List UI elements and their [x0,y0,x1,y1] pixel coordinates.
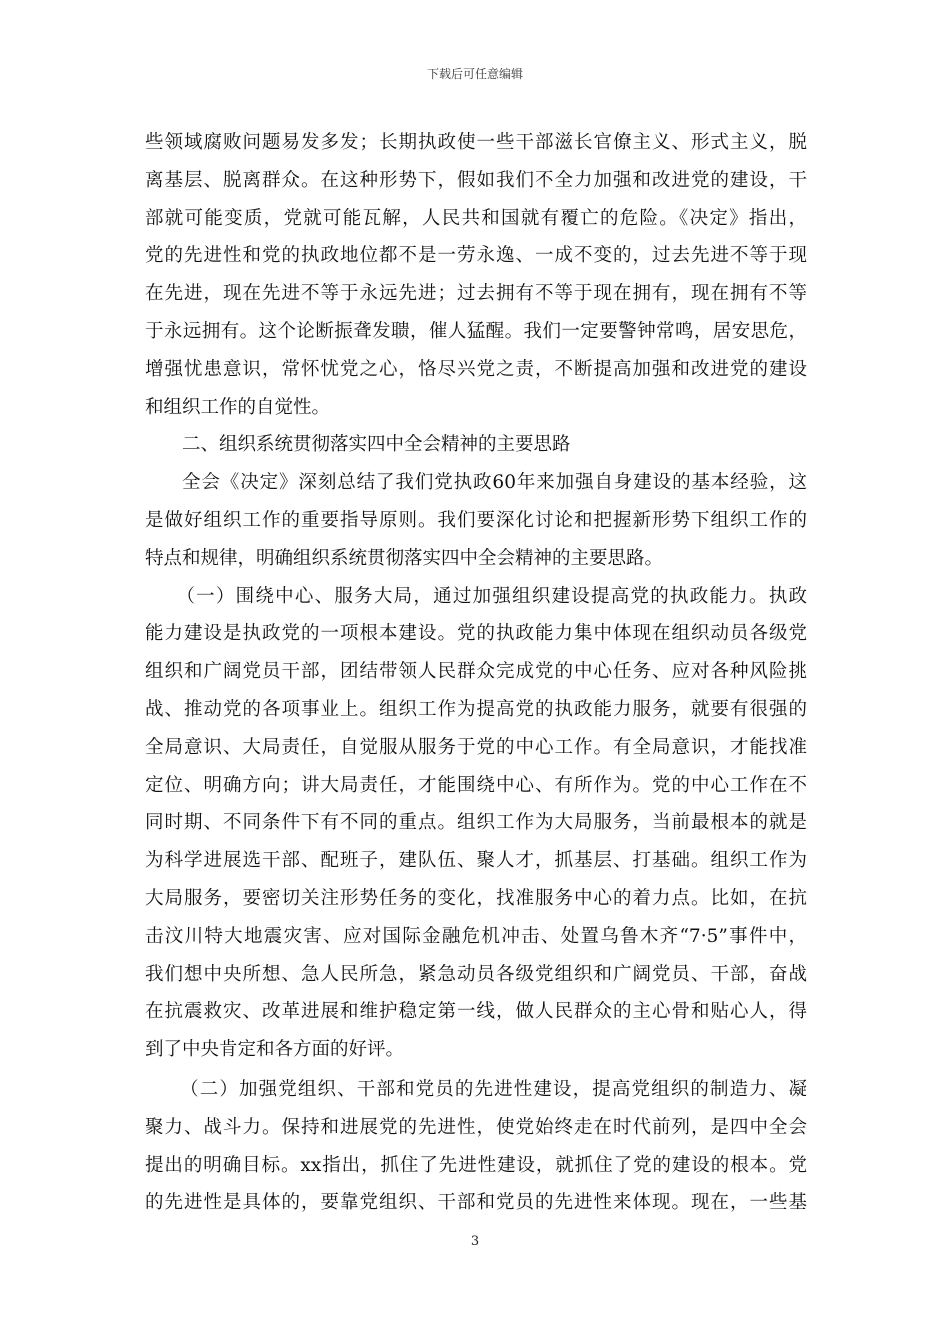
text-line: 全局意识、大局责任，自觉服从服务于党的中心工作。有全局意识，才能找准 [145,736,807,758]
text-line: 是做好组织工作的重要指导原则。我们要深化讨论和把握新形势下组织工作的 [145,509,807,531]
text-line: 离基层、脱离群众。在这种形势下，假如我们不全力加强和改进党的建设，干 [145,169,807,191]
paragraph [145,1071,807,1222]
text-line: 增强忧患意识，常怀忧党之心，恪尽兴党之责，不断提高加强和改进党的建设 [145,358,807,380]
paragraph [145,464,807,577]
paragraph [145,578,807,1069]
text-line: 击汶川特大地震灾害、应对国际金融危机冲击、处置乌鲁木齐“7·5”事件中， [145,925,807,947]
page-number: 3 [470,1234,480,1249]
page-header: 下载后可任意编辑 [426,67,523,81]
text-line: 大局服务，要密切关注形势任务的变化，找准服务中心的着力点。比如，在抗 [145,887,807,909]
text-line: 战、推动党的各项事业上。组织工作为提高党的执政能力服务，就要有很强的 [145,698,807,720]
text-line: 全会《决定》深刻总结了我们党执政60年来加强自身建设的基本经验，这 [182,472,807,494]
text-line: 在先进，现在先进不等于永远先进；过去拥有不等于现在拥有，现在拥有不等 [145,283,807,305]
text-line: 在抗震救灾、改革进展和维护稳定第一线，做人民群众的主心骨和贴心人，得 [145,1001,807,1023]
text-line: 能力建设是执政党的一项根本建设。党的执政能力集中体现在组织动员各级党 [145,623,807,645]
text-line: 聚力、战斗力。保持和进展党的先进性，使党始终走在时代前列，是四中全会 [145,1116,807,1138]
text-line: 于永远拥有。这个论断振聋发聩，催人猛醒。我们一定要警钟常鸣，居安思危， [145,320,807,342]
text-line: 二、组织系统贯彻落实四中全会精神的主要思路 [182,434,571,456]
text-line: （二）加强党组织、干部和党员的先进性建设，提高党组织的制造力、凝 [180,1078,807,1100]
text-line: 些领域腐败问题易发多发；长期执政使一些干部滋长官僚主义、形式主义，脱 [145,132,807,153]
text-line: 定位、明确方向；讲大局责任，才能围绕中心、有所作为。党的中心工作在不 [145,774,807,796]
text-line: 特点和规律，明确组织系统贯彻落实四中全会精神的主要思路。 [145,547,664,569]
text-line: 我们想中央所想、急人民所急，紧急动员各级党组织和广阔党员、干部，奋战 [145,963,807,985]
document-body [145,124,807,1222]
text-line: 为科学进展选干部、配班子，建队伍、聚人才，抓基层、打基础。组织工作为 [145,850,807,872]
section-heading [145,426,807,464]
text-line: 提出的明确目标。xx指出，抓住了先进性建设，就抓住了党的建设的根本。党 [145,1154,807,1176]
text-line: 同时期、不同条件下有不同的重点。组织工作为大局服务，当前最根本的就是 [145,812,807,834]
text-line: 党的先进性和党的执政地位都不是一劳永逸、一成不变的，过去先进不等于现 [145,245,807,267]
text-line: 的先进性是具体的，要靠党组织、干部和党员的先进性来体现。现在，一些基 [145,1192,807,1214]
text-line: 和组织工作的自觉性。 [145,396,331,418]
text-line: 部就可能变质，党就可能瓦解，人民共和国就有覆亡的危险。《决定》指出， [145,207,807,229]
text-line: 到了中央肯定和各方面的好评。 [145,1039,405,1061]
paragraph [145,124,807,426]
text-line: 组织和广阔党员干部，团结带领人民群众完成党的中心任务、应对各种风险挑 [145,661,807,683]
text-line: （一）围绕中心、服务大局，通过加强组织建设提高党的执政能力。执政 [176,585,807,607]
